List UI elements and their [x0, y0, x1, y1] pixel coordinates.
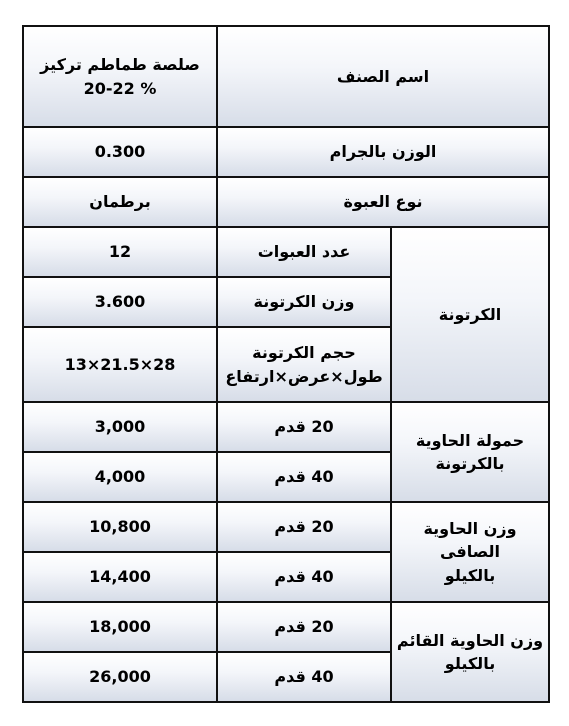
row-gross-weight-20	[23, 602, 549, 652]
container-load-20-number: 3,000	[94, 417, 146, 437]
container-load-40-number: 4,000	[94, 467, 146, 487]
carton-volume-number: 13×21.5×28	[64, 354, 176, 374]
carton-count-number: 12	[108, 242, 132, 262]
gross-weight-label-line2: بالكيلو	[444, 654, 496, 673]
container-load-20-value	[23, 402, 217, 452]
carton-volume-label-line1: حجم الكرتونة	[252, 343, 356, 363]
weight-grams-label: الوزن بالجرام	[217, 127, 549, 177]
gross-weight-20-number: 18,000	[89, 617, 151, 637]
net-weight-40-value	[23, 552, 217, 602]
gross-weight-40-number: 26,000	[89, 667, 151, 687]
gross-weight-40-value	[23, 652, 217, 702]
carton-group-label: الكرتونة	[391, 227, 549, 402]
carton-volume-value	[23, 327, 217, 402]
carton-weight-label: وزن الكرتونة	[217, 277, 391, 327]
carton-weight-value	[23, 277, 217, 327]
gross-weight-label-line1: وزن الحاوية القائم	[396, 630, 544, 650]
container-load-label-line1: حمولة الحاوية	[415, 430, 525, 450]
row-net-weight-20	[23, 502, 549, 552]
carton-count-value	[23, 227, 217, 277]
net-weight-40-number: 14,400	[89, 567, 151, 587]
container-load-40-value	[23, 452, 217, 502]
net-weight-label-line2: بالكيلو	[444, 565, 496, 585]
gross-weight-20-value	[23, 602, 217, 652]
net-weight-20-label: 20 قدم	[217, 502, 391, 552]
container-load-group-label	[391, 402, 549, 502]
gross-weight-40-label: 40 قدم	[217, 652, 391, 702]
row-carton-count	[23, 227, 549, 277]
container-load-label-line2: بالكرتونة	[435, 454, 505, 473]
gross-weight-group-label	[391, 602, 549, 702]
net-weight-20-number: 10,800	[89, 517, 151, 537]
net-weight-20-value	[23, 502, 217, 552]
row-item-name	[23, 26, 549, 127]
item-name-value	[23, 26, 217, 127]
product-spec-table	[22, 25, 550, 703]
net-weight-group-label	[391, 502, 549, 602]
container-load-20-label: 20 قدم	[217, 402, 391, 452]
net-weight-label-line1: وزن الحاوية الصافى	[423, 519, 517, 562]
gross-weight-20-label: 20 قدم	[217, 602, 391, 652]
item-name-label: اسم الصنف	[217, 26, 549, 127]
carton-volume-label	[217, 327, 391, 402]
container-load-40-label: 40 قدم	[217, 452, 391, 502]
net-weight-40-label: 40 قدم	[217, 552, 391, 602]
weight-grams-value	[23, 127, 217, 177]
row-container-load-20	[23, 402, 549, 452]
weight-grams-number: 0.300	[94, 142, 146, 162]
row-package-type	[23, 177, 549, 227]
item-name-value-line2: 20-22 %	[83, 78, 157, 98]
package-type-label: نوع العبوة	[217, 177, 549, 227]
item-name-value-line1: صلصة طماطم تركيز	[40, 55, 200, 75]
carton-count-label: عدد العبوات	[217, 227, 391, 277]
row-weight-grams	[23, 127, 549, 177]
package-type-value: برطمان	[23, 177, 217, 227]
carton-volume-label-line2: طول×عرض×ارتفاع	[225, 366, 383, 386]
carton-weight-number: 3.600	[94, 292, 146, 312]
